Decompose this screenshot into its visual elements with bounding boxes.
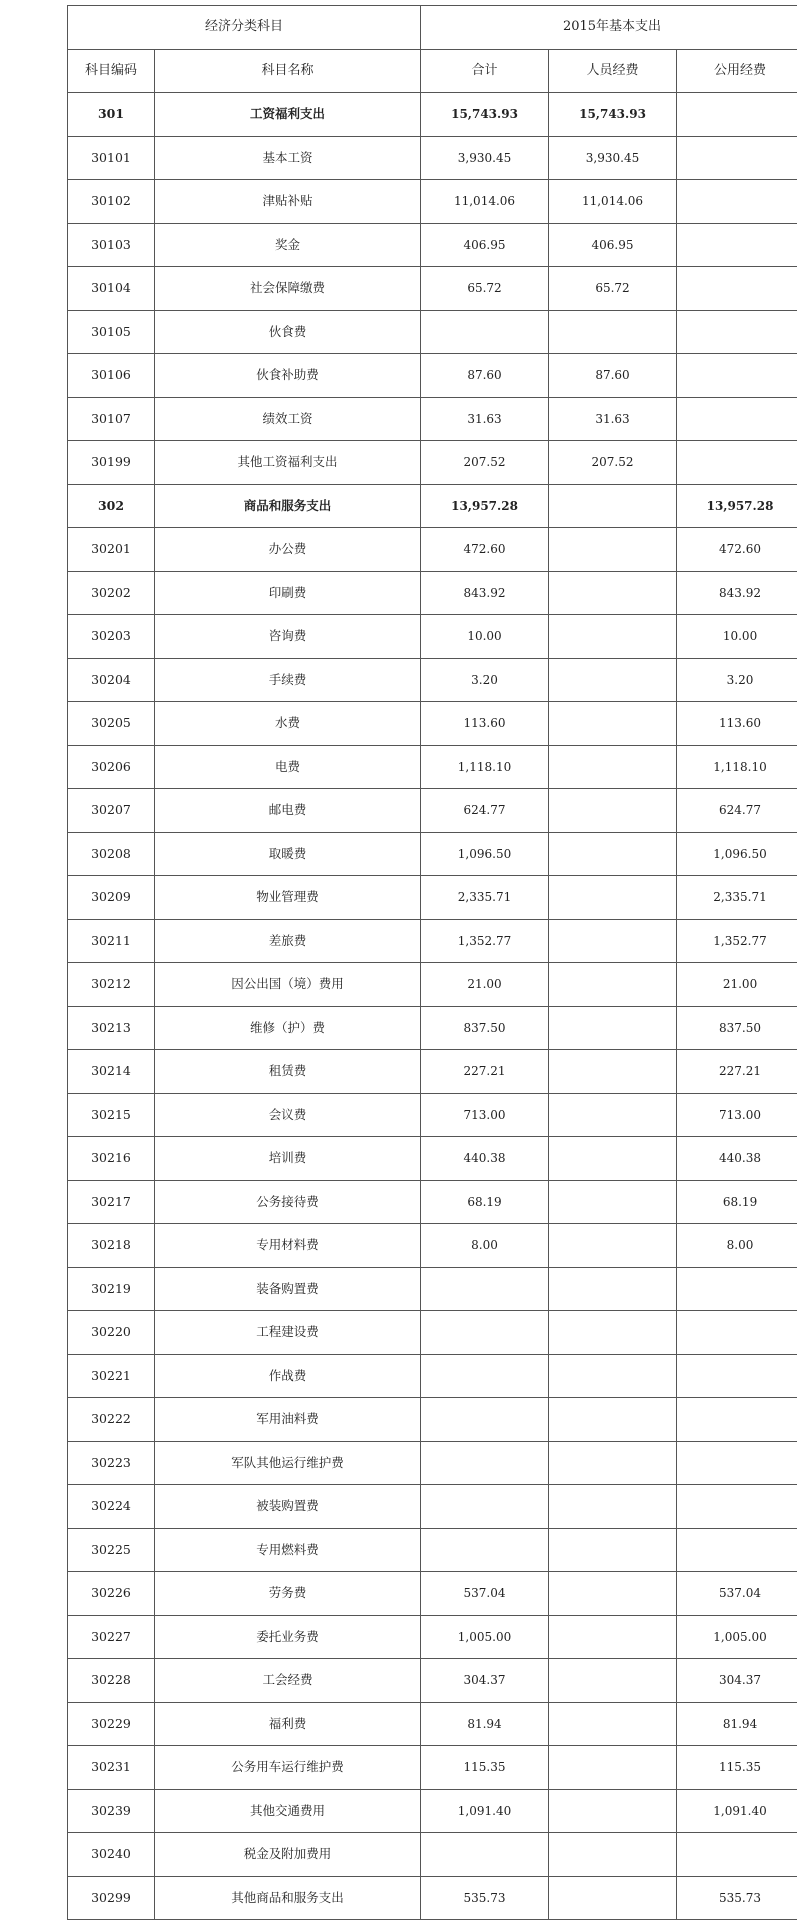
table-row <box>68 1180 797 1224</box>
row-total-cell: 713.00 <box>421 1093 549 1137</box>
row-personnel-cell <box>549 832 677 876</box>
row-public-cell: 472.60 <box>677 528 797 572</box>
row-code-cell: 301 <box>68 93 155 137</box>
row-personnel-cell <box>549 1224 677 1268</box>
row-public-cell <box>677 441 797 485</box>
row-public-cell: 304.37 <box>677 1659 797 1703</box>
table-row <box>68 1572 797 1616</box>
row-name-cell: 公务接待费 <box>155 1180 421 1224</box>
row-personnel-cell <box>549 310 677 354</box>
row-code-cell: 30227 <box>68 1615 155 1659</box>
row-personnel-cell <box>549 528 677 572</box>
header-row-top <box>68 6 797 50</box>
row-code-cell: 30225 <box>68 1528 155 1572</box>
row-code-cell: 30206 <box>68 745 155 789</box>
row-total-cell: 8.00 <box>421 1224 549 1268</box>
row-name-cell: 商品和服务支出 <box>155 484 421 528</box>
row-total-cell: 87.60 <box>421 354 549 398</box>
row-personnel-cell <box>549 745 677 789</box>
row-name-cell: 税金及附加费用 <box>155 1833 421 1877</box>
row-public-cell <box>677 1311 797 1355</box>
row-personnel-cell <box>549 1311 677 1355</box>
table-row <box>68 1224 797 1268</box>
row-code-cell: 30214 <box>68 1050 155 1094</box>
row-personnel-cell: 65.72 <box>549 267 677 311</box>
row-total-cell: 1,005.00 <box>421 1615 549 1659</box>
row-total-cell: 207.52 <box>421 441 549 485</box>
row-code-cell: 30217 <box>68 1180 155 1224</box>
table-row <box>68 1354 797 1398</box>
table-row <box>68 1528 797 1572</box>
row-name-cell: 物业管理费 <box>155 876 421 920</box>
table-row <box>68 223 797 267</box>
row-name-cell: 因公出国（境）费用 <box>155 963 421 1007</box>
header-personnel: 人员经费 <box>549 49 677 93</box>
row-name-cell: 其他交通费用 <box>155 1789 421 1833</box>
table-row <box>68 528 797 572</box>
table-row <box>68 1702 797 1746</box>
row-public-cell: 537.04 <box>677 1572 797 1616</box>
row-code-cell: 30226 <box>68 1572 155 1616</box>
row-code-cell: 30104 <box>68 267 155 311</box>
row-total-cell: 1,091.40 <box>421 1789 549 1833</box>
row-total-cell: 21.00 <box>421 963 549 1007</box>
row-total-cell: 472.60 <box>421 528 549 572</box>
row-name-cell: 工资福利支出 <box>155 93 421 137</box>
row-code-cell: 30201 <box>68 528 155 572</box>
row-personnel-cell <box>549 1050 677 1094</box>
row-total-cell: 68.19 <box>421 1180 549 1224</box>
row-public-cell <box>677 354 797 398</box>
row-public-cell <box>677 397 797 441</box>
row-public-cell: 113.60 <box>677 702 797 746</box>
row-name-cell: 差旅费 <box>155 919 421 963</box>
row-total-cell <box>421 1398 549 1442</box>
table-row <box>68 1093 797 1137</box>
row-total-cell <box>421 1311 549 1355</box>
row-public-cell: 837.50 <box>677 1006 797 1050</box>
row-total-cell: 406.95 <box>421 223 549 267</box>
table-row <box>68 136 797 180</box>
row-total-cell <box>421 1354 549 1398</box>
table-row <box>68 571 797 615</box>
table-row <box>68 1267 797 1311</box>
row-total-cell: 624.77 <box>421 789 549 833</box>
table-row <box>68 1398 797 1442</box>
row-code-cell: 30105 <box>68 310 155 354</box>
row-total-cell: 15,743.93 <box>421 93 549 137</box>
row-personnel-cell: 15,743.93 <box>549 93 677 137</box>
row-name-cell: 军队其他运行维护费 <box>155 1441 421 1485</box>
header-public: 公用经费 <box>677 49 797 93</box>
row-personnel-cell <box>549 1485 677 1529</box>
row-name-cell: 装备购置费 <box>155 1267 421 1311</box>
table-row <box>68 484 797 528</box>
row-name-cell: 手续费 <box>155 658 421 702</box>
row-name-cell: 其他工资福利支出 <box>155 441 421 485</box>
row-name-cell: 基本工资 <box>155 136 421 180</box>
row-public-cell: 10.00 <box>677 615 797 659</box>
row-code-cell: 30216 <box>68 1137 155 1181</box>
row-name-cell: 工会经费 <box>155 1659 421 1703</box>
row-public-cell: 115.35 <box>677 1746 797 1790</box>
row-personnel-cell <box>549 1572 677 1616</box>
row-code-cell: 30219 <box>68 1267 155 1311</box>
row-total-cell: 81.94 <box>421 1702 549 1746</box>
row-name-cell: 工程建设费 <box>155 1311 421 1355</box>
table-row <box>68 1833 797 1877</box>
row-total-cell: 1,118.10 <box>421 745 549 789</box>
row-code-cell: 30220 <box>68 1311 155 1355</box>
row-public-cell: 2,335.71 <box>677 876 797 920</box>
row-public-cell <box>677 1528 797 1572</box>
row-total-cell <box>421 310 549 354</box>
table-row <box>68 1311 797 1355</box>
row-personnel-cell <box>549 876 677 920</box>
row-public-cell: 21.00 <box>677 963 797 1007</box>
row-name-cell: 委托业务费 <box>155 1615 421 1659</box>
row-personnel-cell <box>549 571 677 615</box>
row-public-cell: 81.94 <box>677 1702 797 1746</box>
row-name-cell: 水费 <box>155 702 421 746</box>
row-total-cell: 65.72 <box>421 267 549 311</box>
table-row <box>68 789 797 833</box>
row-personnel-cell <box>549 1137 677 1181</box>
table-row <box>68 1659 797 1703</box>
row-public-cell: 1,091.40 <box>677 1789 797 1833</box>
row-code-cell: 30231 <box>68 1746 155 1790</box>
table-row <box>68 354 797 398</box>
row-code-cell: 30204 <box>68 658 155 702</box>
row-name-cell: 军用油料费 <box>155 1398 421 1442</box>
row-code-cell: 30223 <box>68 1441 155 1485</box>
row-total-cell <box>421 1441 549 1485</box>
row-total-cell: 1,096.50 <box>421 832 549 876</box>
table-row <box>68 267 797 311</box>
row-total-cell: 837.50 <box>421 1006 549 1050</box>
header-classification: 经济分类科目 <box>68 6 421 50</box>
row-total-cell: 2,335.71 <box>421 876 549 920</box>
row-code-cell: 30224 <box>68 1485 155 1529</box>
row-code-cell: 30106 <box>68 354 155 398</box>
row-code-cell: 30228 <box>68 1659 155 1703</box>
table-row <box>68 1441 797 1485</box>
row-total-cell: 31.63 <box>421 397 549 441</box>
table-row <box>68 832 797 876</box>
row-public-cell: 535.73 <box>677 1876 797 1920</box>
row-code-cell: 30103 <box>68 223 155 267</box>
row-personnel-cell <box>549 1398 677 1442</box>
row-name-cell: 劳务费 <box>155 1572 421 1616</box>
row-personnel-cell: 3,930.45 <box>549 136 677 180</box>
row-name-cell: 维修（护）费 <box>155 1006 421 1050</box>
row-personnel-cell <box>549 1267 677 1311</box>
row-personnel-cell <box>549 1746 677 1790</box>
row-total-cell: 3.20 <box>421 658 549 702</box>
row-public-cell <box>677 267 797 311</box>
row-code-cell: 30213 <box>68 1006 155 1050</box>
row-total-cell <box>421 1833 549 1877</box>
table-row <box>68 1050 797 1094</box>
row-total-cell: 537.04 <box>421 1572 549 1616</box>
table-row <box>68 180 797 224</box>
row-personnel-cell <box>549 963 677 1007</box>
header-name: 科目名称 <box>155 49 421 93</box>
row-code-cell: 30218 <box>68 1224 155 1268</box>
row-name-cell: 培训费 <box>155 1137 421 1181</box>
row-code-cell: 30222 <box>68 1398 155 1442</box>
table-row <box>68 1746 797 1790</box>
row-personnel-cell: 31.63 <box>549 397 677 441</box>
row-public-cell <box>677 1485 797 1529</box>
row-name-cell: 福利费 <box>155 1702 421 1746</box>
row-code-cell: 30240 <box>68 1833 155 1877</box>
row-total-cell: 843.92 <box>421 571 549 615</box>
row-public-cell <box>677 1441 797 1485</box>
row-public-cell <box>677 1833 797 1877</box>
table-row <box>68 658 797 702</box>
row-personnel-cell <box>549 789 677 833</box>
row-total-cell: 227.21 <box>421 1050 549 1094</box>
row-personnel-cell <box>549 484 677 528</box>
row-code-cell: 30107 <box>68 397 155 441</box>
row-name-cell: 其他商品和服务支出 <box>155 1876 421 1920</box>
row-personnel-cell: 207.52 <box>549 441 677 485</box>
table-row <box>68 1006 797 1050</box>
row-public-cell: 1,352.77 <box>677 919 797 963</box>
table-row <box>68 615 797 659</box>
table-row <box>68 1137 797 1181</box>
row-code-cell: 30208 <box>68 832 155 876</box>
row-personnel-cell <box>549 1441 677 1485</box>
row-personnel-cell <box>549 1789 677 1833</box>
row-personnel-cell <box>549 1702 677 1746</box>
row-public-cell <box>677 1354 797 1398</box>
row-public-cell <box>677 136 797 180</box>
table-row <box>68 1485 797 1529</box>
row-personnel-cell <box>549 658 677 702</box>
row-personnel-cell <box>549 1659 677 1703</box>
row-code-cell: 30203 <box>68 615 155 659</box>
row-name-cell: 取暖费 <box>155 832 421 876</box>
row-name-cell: 公务用车运行维护费 <box>155 1746 421 1790</box>
row-public-cell: 440.38 <box>677 1137 797 1181</box>
row-code-cell: 30229 <box>68 1702 155 1746</box>
row-code-cell: 30299 <box>68 1876 155 1920</box>
table-row <box>68 919 797 963</box>
row-name-cell: 咨询费 <box>155 615 421 659</box>
row-public-cell: 1,005.00 <box>677 1615 797 1659</box>
row-code-cell: 30202 <box>68 571 155 615</box>
header-code: 科目编码 <box>68 49 155 93</box>
row-name-cell: 社会保障缴费 <box>155 267 421 311</box>
row-total-cell: 440.38 <box>421 1137 549 1181</box>
table-row <box>68 1615 797 1659</box>
row-name-cell: 租赁费 <box>155 1050 421 1094</box>
row-public-cell: 624.77 <box>677 789 797 833</box>
row-name-cell: 办公费 <box>155 528 421 572</box>
row-public-cell: 3.20 <box>677 658 797 702</box>
table-row <box>68 93 797 137</box>
table-row <box>68 702 797 746</box>
row-public-cell: 8.00 <box>677 1224 797 1268</box>
header-period: 2015年基本支出 <box>421 6 797 50</box>
row-name-cell: 印刷费 <box>155 571 421 615</box>
row-personnel-cell <box>549 1006 677 1050</box>
budget-sheet <box>67 5 774 1920</box>
row-public-cell <box>677 93 797 137</box>
expenditure-table <box>67 5 797 1920</box>
row-name-cell: 津贴补贴 <box>155 180 421 224</box>
row-public-cell: 1,096.50 <box>677 832 797 876</box>
row-public-cell <box>677 223 797 267</box>
row-total-cell: 115.35 <box>421 1746 549 1790</box>
row-total-cell <box>421 1267 549 1311</box>
row-personnel-cell <box>549 1354 677 1398</box>
row-code-cell: 30215 <box>68 1093 155 1137</box>
row-code-cell: 30205 <box>68 702 155 746</box>
row-public-cell: 713.00 <box>677 1093 797 1137</box>
table-row <box>68 963 797 1007</box>
row-code-cell: 30199 <box>68 441 155 485</box>
row-public-cell <box>677 180 797 224</box>
row-personnel-cell <box>549 615 677 659</box>
row-code-cell: 30102 <box>68 180 155 224</box>
row-name-cell: 专用燃料费 <box>155 1528 421 1572</box>
row-name-cell: 奖金 <box>155 223 421 267</box>
row-personnel-cell <box>549 1528 677 1572</box>
row-name-cell: 绩效工资 <box>155 397 421 441</box>
row-personnel-cell: 406.95 <box>549 223 677 267</box>
row-personnel-cell <box>549 1093 677 1137</box>
row-name-cell: 伙食费 <box>155 310 421 354</box>
row-total-cell <box>421 1528 549 1572</box>
table-row <box>68 876 797 920</box>
table-row <box>68 441 797 485</box>
row-public-cell <box>677 310 797 354</box>
row-total-cell: 113.60 <box>421 702 549 746</box>
row-total-cell: 1,352.77 <box>421 919 549 963</box>
row-personnel-cell <box>549 1833 677 1877</box>
row-total-cell: 304.37 <box>421 1659 549 1703</box>
row-name-cell: 被装购置费 <box>155 1485 421 1529</box>
header-row-columns <box>68 49 797 93</box>
table-row <box>68 310 797 354</box>
row-public-cell: 1,118.10 <box>677 745 797 789</box>
row-name-cell: 专用材料费 <box>155 1224 421 1268</box>
table-row <box>68 397 797 441</box>
row-personnel-cell <box>549 1615 677 1659</box>
row-name-cell: 邮电费 <box>155 789 421 833</box>
row-code-cell: 30212 <box>68 963 155 1007</box>
row-personnel-cell <box>549 919 677 963</box>
row-code-cell: 30239 <box>68 1789 155 1833</box>
row-code-cell: 30211 <box>68 919 155 963</box>
row-public-cell: 13,957.28 <box>677 484 797 528</box>
row-code-cell: 30221 <box>68 1354 155 1398</box>
row-public-cell: 843.92 <box>677 571 797 615</box>
row-code-cell: 30101 <box>68 136 155 180</box>
table-row <box>68 745 797 789</box>
row-name-cell: 会议费 <box>155 1093 421 1137</box>
row-total-cell: 10.00 <box>421 615 549 659</box>
row-total-cell: 13,957.28 <box>421 484 549 528</box>
row-personnel-cell: 11,014.06 <box>549 180 677 224</box>
row-total-cell <box>421 1485 549 1529</box>
row-public-cell: 68.19 <box>677 1180 797 1224</box>
table-row <box>68 1789 797 1833</box>
row-name-cell: 作战费 <box>155 1354 421 1398</box>
row-total-cell: 11,014.06 <box>421 180 549 224</box>
row-personnel-cell: 87.60 <box>549 354 677 398</box>
row-code-cell: 30207 <box>68 789 155 833</box>
row-name-cell: 伙食补助费 <box>155 354 421 398</box>
table-body <box>68 6 797 1920</box>
row-personnel-cell <box>549 1180 677 1224</box>
header-total: 合计 <box>421 49 549 93</box>
row-code-cell: 30209 <box>68 876 155 920</box>
row-total-cell: 535.73 <box>421 1876 549 1920</box>
row-public-cell <box>677 1267 797 1311</box>
row-public-cell: 227.21 <box>677 1050 797 1094</box>
row-total-cell: 3,930.45 <box>421 136 549 180</box>
row-personnel-cell <box>549 1876 677 1920</box>
table-row <box>68 1876 797 1920</box>
row-public-cell <box>677 1398 797 1442</box>
row-name-cell: 电费 <box>155 745 421 789</box>
row-code-cell: 302 <box>68 484 155 528</box>
row-personnel-cell <box>549 702 677 746</box>
